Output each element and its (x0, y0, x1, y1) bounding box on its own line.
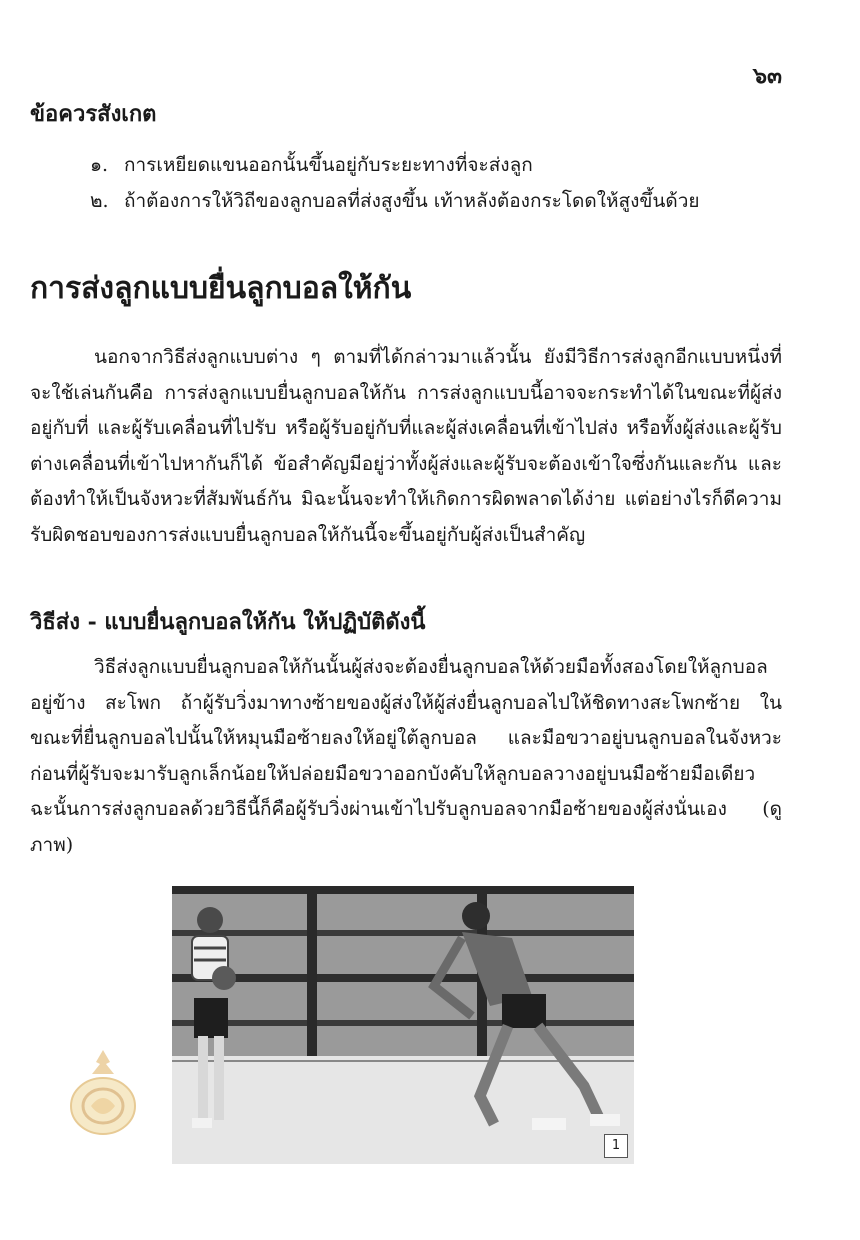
note-number: ๑. (90, 154, 109, 176)
subsection-title: วิธีส่ง - แบบยื่นลูกบอลให้กัน ให้ปฏิบัติดังนี้ (30, 609, 426, 635)
note-number: ๒. (90, 190, 109, 212)
page-number: ๖๓ (752, 63, 782, 89)
note-text: ถ้าต้องการให้วิถีของลูกบอลที่ส่งสูงขึ้น เท้าหลังต้องกระโดดให้สูงขึ้นด้วย (124, 190, 700, 212)
photo-two-players-handoff-icon (172, 886, 634, 1164)
notes-heading: ข้อควรสังเกต (30, 101, 157, 127)
note-text: การเหยียดแขนออกนั้นขึ้นอยู่กับระยะทางที่จะส่งลูก (124, 154, 533, 176)
royal-seal-icon (66, 1046, 140, 1138)
section-paragraph-text: นอกจากวิธีส่งลูกแบบต่าง ๆ ตามที่ได้กล่าวมาแล้วนั้น ยังมีวิธีการส่งลูกอีกแบบหนึ่งที่จะใช้เล่นกันคือ การส่งลูกแบบยื่นลูกบอลให้กัน การส่งลูกแบบนี้อาจจะกระทำได้ในขณะที่ผู้ส่งอยู่กับที่ และผู้รับเคลื่อนที่ไปรับ หรือผู้รับอยู่กับที่และผู้ส่งเคลื่อนที่เข้าไปส่ง หรือทั้งผู้ส่งและผู้รับต่างเคลื่อนที่เข้าไปหากันก็ได้ ข้อสำคัญมีอยู่ว่าทั้งผู้ส่งและผู้รับจะต้องเข้าใจซึ่งกันและกัน และต้องทำให้เป็นจังหวะที่สัมพันธ์กัน มิฉะนั้นจะทำให้เกิดการผิดพลาดได้ง่าย แต่อย่างไรก็ดีความรับผิดชอบของการส่งแบบยื่นลูกบอลให้กันนี้จะขึ้นอยู่กับผู้ส่งเป็นสำคัญ (30, 346, 782, 546)
section-paragraph (30, 340, 782, 553)
figure-photo (172, 886, 634, 1164)
note-item (90, 186, 700, 216)
subsection-paragraph-text: วิธีส่งลูกแบบยื่นลูกบอลให้กันนั้นผู้ส่งจะต้องยื่นลูกบอลให้ด้วยมือทั้งสองโดยให้ลูกบอลอยู่ข้าง สะโพก ถ้าผู้รับวิ่งมาทางซ้ายของผู้ส่งให้ผู้ส่งยื่นลูกบอลไปให้ชิดทางสะโพกซ้าย ในขณะที่ยื่นลูกบอลไปนั้นให้หมุนมือซ้ายลงให้อยู่ใต้ลูกบอล และมือขวาอยู่บนลูกบอลในจังหวะก่อนที่ผู้รับจะมารับลูกเล็กน้อยให้ปล่อยมือขวาออกบังคับให้ลูกบอลวางอยู่บนมือซ้ายมือเดียว ฉะนั้นการส่งลูกบอลด้วยวิธีนี้ก็คือผู้รับวิ่งผ่านเข้าไปรับลูกบอลจากมือซ้ายของผู้ส่งนั่นเอง (ดูภาพ) (30, 656, 782, 856)
section-title: การส่งลูกแบบยื่นลูกบอลให้กัน (30, 271, 412, 306)
note-item (90, 150, 533, 180)
figure-number: 1 (604, 1134, 628, 1158)
subsection-paragraph (30, 650, 782, 863)
